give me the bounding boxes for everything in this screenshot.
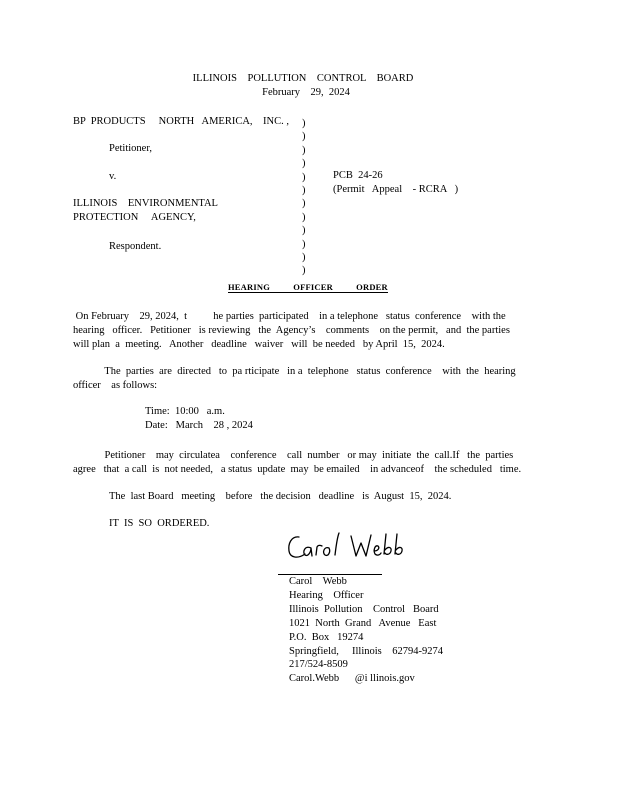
order-title: HEARING OFFICER ORDER [228,282,388,292]
conference-time: Time: 10:00 a.m. [145,406,225,417]
signer-phone: 217/524-8509 [289,659,348,670]
petitioner-name: BP PRODUCTS NORTH AMERICA, INC. , [73,116,290,127]
conference-date: Date: March 28 , 2024 [145,420,253,431]
signer-pobox: P.O. Box 19274 [289,632,364,643]
paragraph-deadline: The last Board meeting before the decision deadline is August 15, 2024. [109,491,452,502]
signer-street: 1021 North Grand Avenue East [289,618,437,629]
signer-organization: Illinois Pollution Control Board [289,604,439,615]
ordered-statement: IT IS SO ORDERED. [109,518,210,529]
signature-line [278,574,382,575]
case-type: (Permit Appeal - RCRA ) [333,184,459,195]
respondent-role: Respondent. [109,241,162,252]
respondent-name-line2: PROTECTION AGENCY, [73,212,196,223]
paragraph-status: On February 29, 2024, t he parties participated in a telephone status conference with the hearing officer. Petitioner is reviewing the Agency’s comments on the permit, and the parties will plan a meeting. Another deadline waiver will be needed by April 15, 2024. [73,311,510,350]
case-number: PCB 24-26 [333,170,383,181]
signer-title: Hearing Officer [289,590,364,601]
versus: v. [109,171,117,182]
agency-heading: ILLINOIS POLLUTION CONTROL BOARD [192,73,414,84]
signer-city: Springfield, Illinois 62794-9274 [289,646,443,657]
paragraph-call: Petitioner may circulatea conference call number or may initiate the call.If the parties agree that a call is not needed, a status update may be emailed in advanceof the scheduled time. [73,450,522,475]
respondent-name-line1: ILLINOIS ENVIRONMENTAL [73,198,218,209]
petitioner-role: Petitioner, [109,143,153,154]
signer-email: Carol.Webb @i llinois.gov [289,673,415,684]
signer-name: Carol Webb [289,576,347,587]
paragraph-directive: The parties are directed to pa rticipate in a telephone status conference with the hearing officer as follows: [73,366,516,391]
caption-parentheses: ) ) ) ) ) ) ) ) ) ) ) ) [302,118,306,277]
heading-date: February 29, 2024 [262,87,350,98]
handwritten-signature [285,528,415,566]
